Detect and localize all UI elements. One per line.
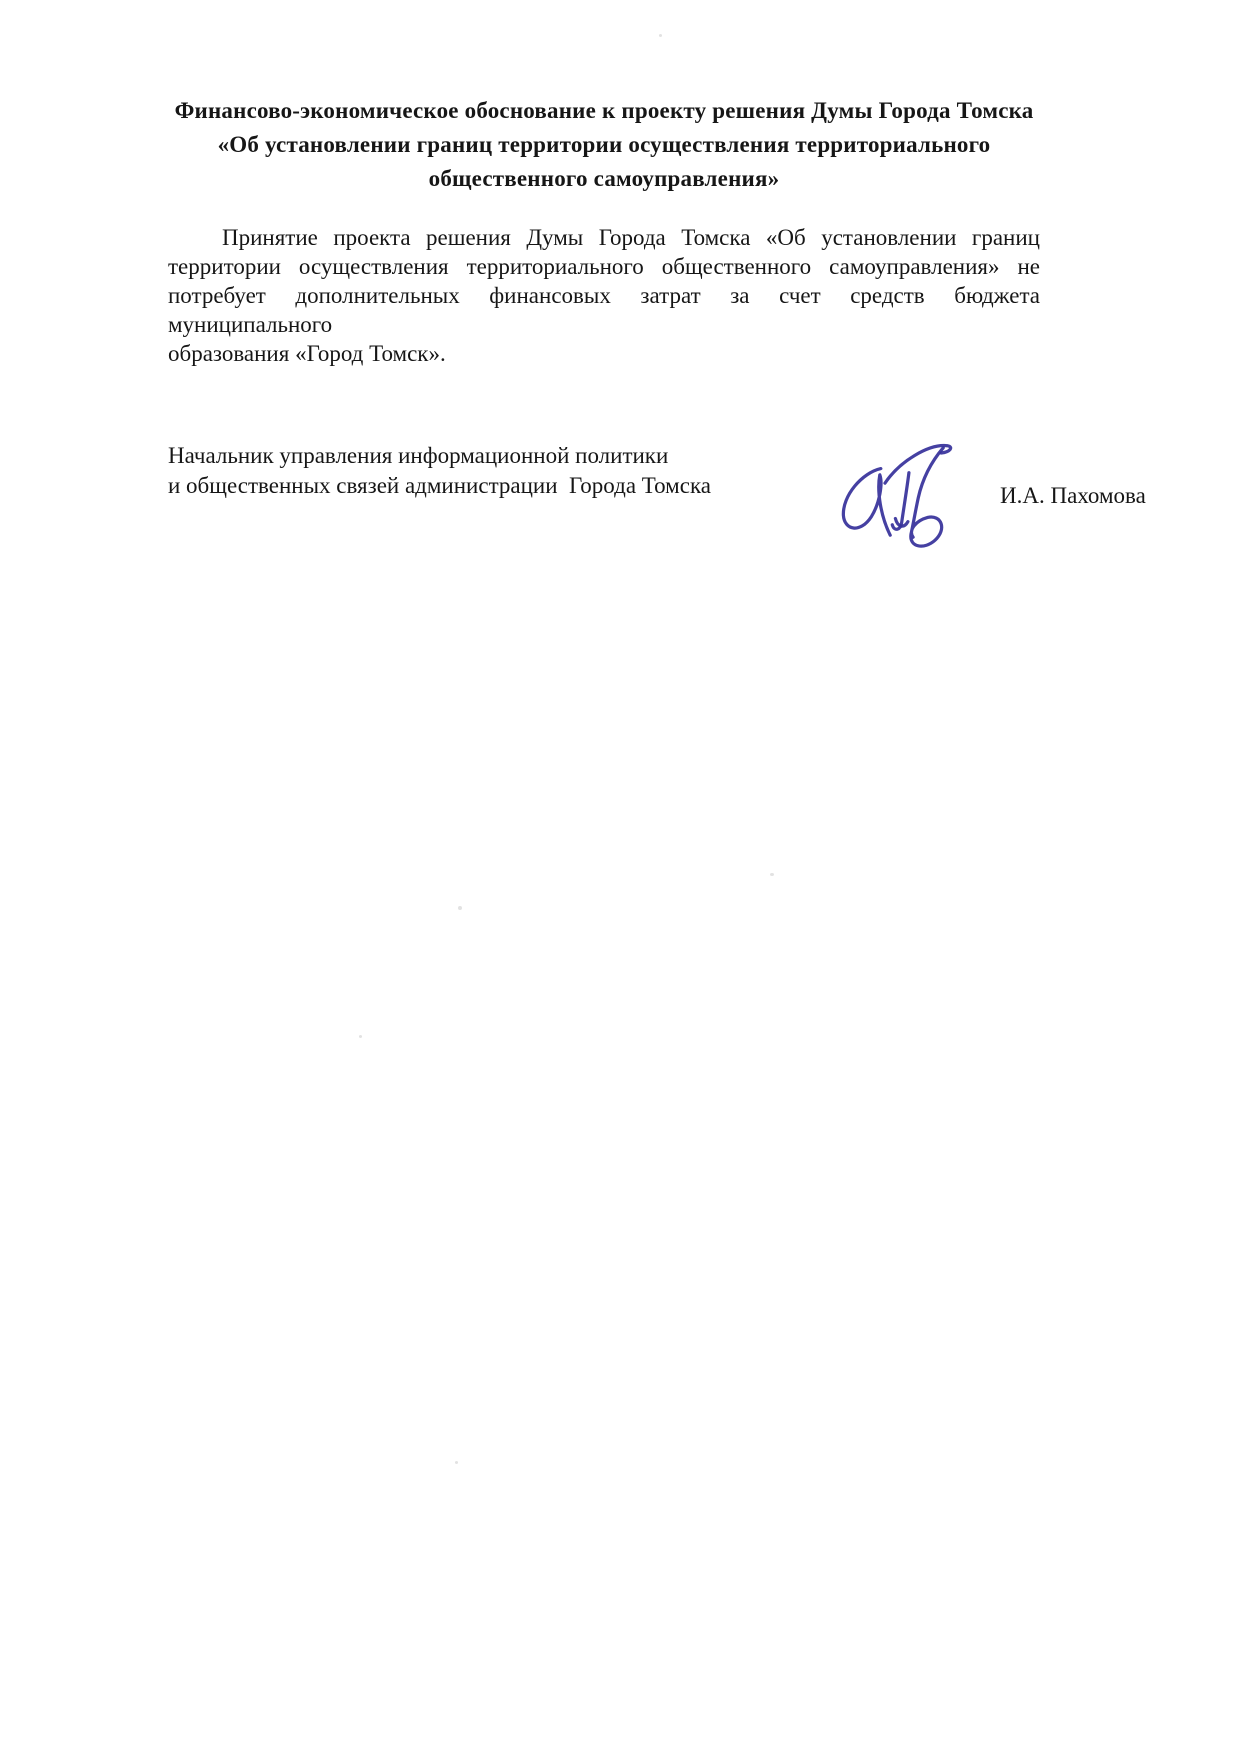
signature-position-text: [168, 441, 711, 501]
signature-position-line-2: и общественных связей администрации Города Томска: [168, 473, 711, 498]
document-title: [168, 94, 1040, 196]
paragraph-line: Принятие проекта решения Думы Города Томска «Об установлении границ: [222, 225, 1040, 250]
handwritten-signature-icon: [833, 433, 963, 551]
paragraph-line: потребует дополнительных финансовых затрат за счет средств бюджета муниципального: [168, 283, 1040, 337]
title-line-2: «Об установлении границ территории осуществления территориального: [217, 132, 991, 157]
scan-speck: [659, 34, 662, 37]
title-line-1: Финансово-экономическое обоснование к проекту решения Думы Города Томска: [174, 98, 1034, 123]
paragraph-line: территории осуществления территориального общественного самоуправления» не: [168, 254, 1040, 279]
body-paragraph: [168, 223, 1040, 368]
signature-position-line-1: Начальник управления информационной политики: [168, 443, 669, 468]
scan-speck: [455, 1461, 458, 1464]
title-line-3: общественного самоуправления»: [428, 166, 780, 191]
scan-speck: [458, 906, 462, 910]
scan-speck: [359, 1035, 362, 1038]
signer-name: И.А. Пахомова: [1000, 483, 1146, 508]
paragraph-line: образования «Город Томск».: [168, 341, 446, 366]
scan-speck: [770, 873, 774, 876]
